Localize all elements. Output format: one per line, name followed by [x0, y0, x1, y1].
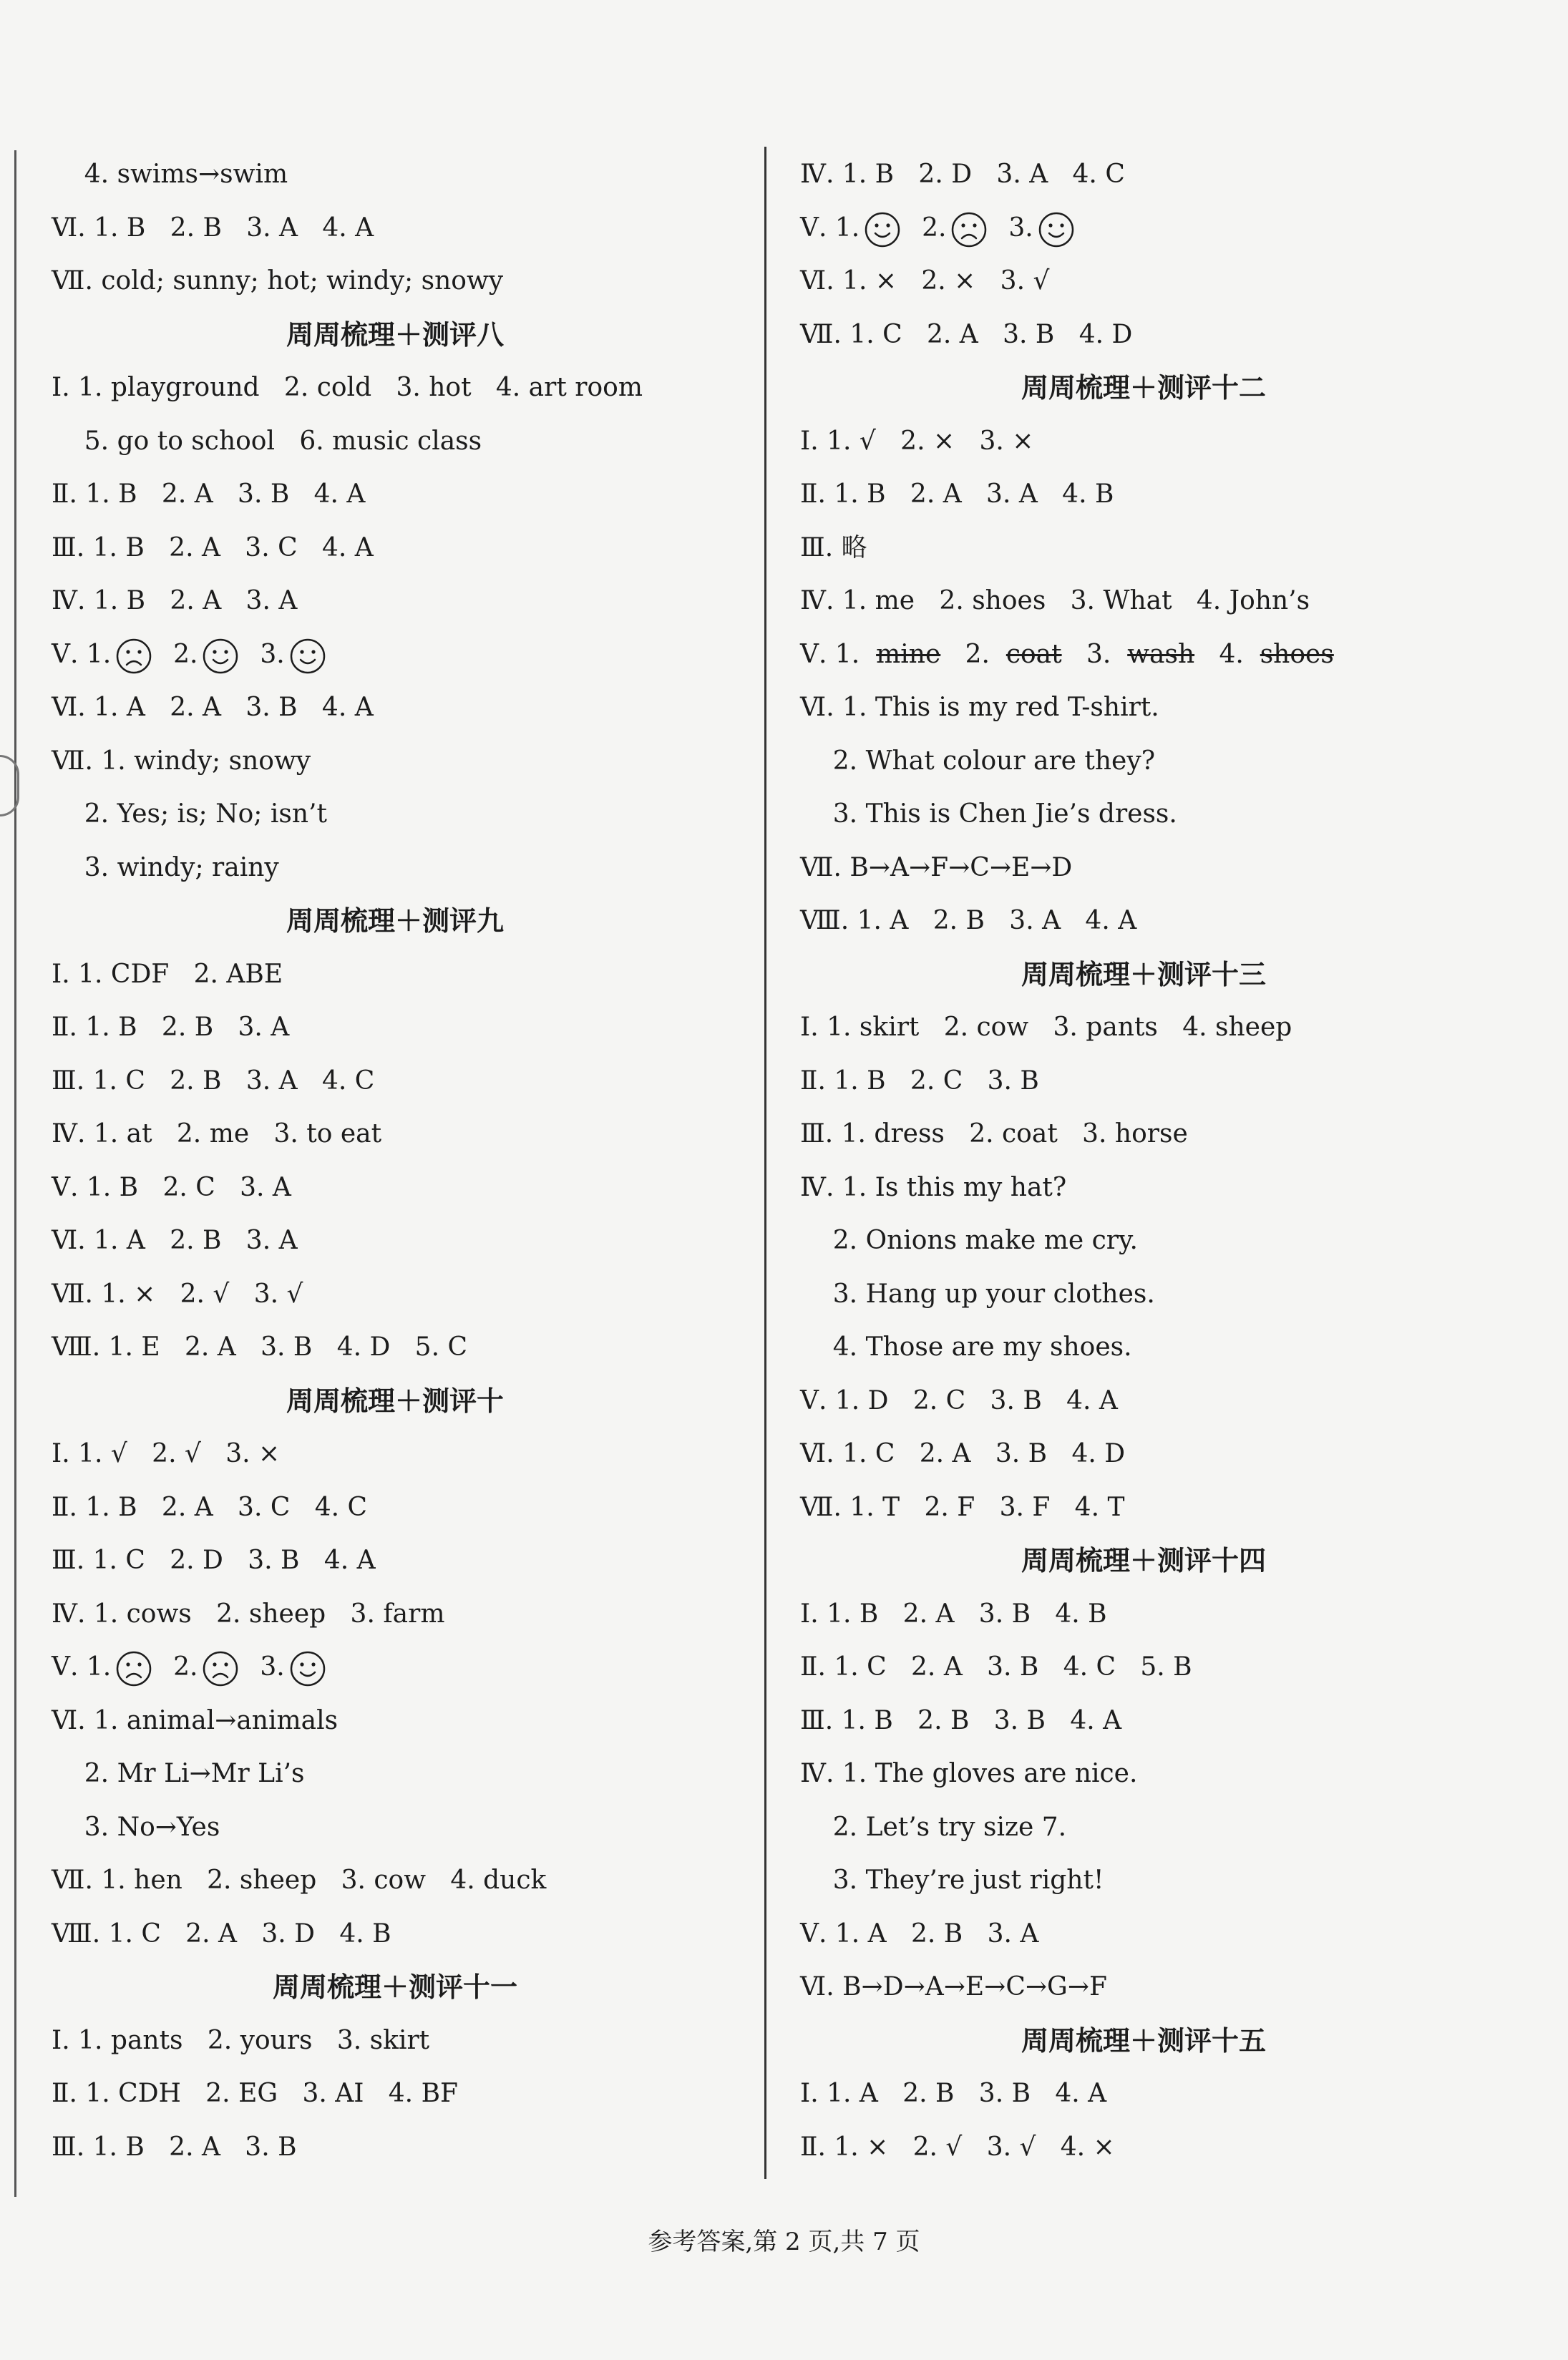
sad-face-icon: [115, 1650, 152, 1687]
answer-line: Ⅲ. 1. B 2. A 3. C 4. A: [52, 532, 374, 562]
section-heading: 周周梳理＋测评九: [286, 905, 504, 937]
answer-line: Ⅶ. 1. × 2. √ 3. √: [52, 1279, 303, 1309]
answer-line: 3. Hang up your clothes.: [800, 1279, 1155, 1309]
answer-line-faces: [52, 632, 739, 686]
section-heading: 周周梳理＋测评十三: [1021, 958, 1266, 990]
answer-line: 2. Onions make me cry.: [800, 1226, 1138, 1255]
answer-line: Ⅵ. 1. × 2. × 3. √: [800, 266, 1050, 296]
answer-line: Ⅶ. 1. C 2. A 3. B 4. D: [800, 319, 1133, 349]
section-heading: 周周梳理＋测评十一: [272, 1971, 517, 2003]
section-heading: 周周梳理＋测评八: [286, 318, 504, 351]
answer-line: Ⅵ. B→D→A→E→C→G→F: [800, 1972, 1107, 2001]
answer-line: Ⅳ. 1. Is this my hat?: [800, 1172, 1067, 1202]
answer-line: 2. Yes; is; No; isn’t: [52, 799, 327, 829]
answer-line: 4. swims→swim: [52, 160, 288, 189]
answer-number: 3.: [260, 1652, 285, 1682]
section-heading: 周周梳理＋测评十四: [1021, 1545, 1266, 1576]
answer-line: Ⅰ. 1. A 2. B 3. B 4. A: [800, 2079, 1107, 2108]
answer-line: Ⅶ. cold; sunny; hot; windy; snowy: [52, 266, 504, 296]
answer-line: 5. go to school 6. music class: [52, 426, 482, 456]
answer-line: Ⅶ. B→A→F→C→E→D: [800, 852, 1073, 882]
sad-face-icon: [950, 211, 988, 248]
answer-line: 3. They’re just right!: [800, 1866, 1104, 1895]
struck-word: wash: [1127, 639, 1195, 669]
left-answer-column: [52, 152, 739, 2178]
answer-line: Ⅵ. 1. A 2. B 3. A: [52, 1226, 298, 1255]
answer-line: Ⅱ. 1. B 2. A 3. C 4. C: [52, 1492, 368, 1522]
answer-line: Ⅲ. 1. B 2. A 3. B: [52, 2132, 297, 2162]
answer-line: Ⅴ. 1. D 2. C 3. B 4. A: [800, 1385, 1118, 1415]
answer-line: Ⅰ. 1. B 2. A 3. B 4. B: [800, 1599, 1107, 1629]
answer-line: Ⅷ. 1. E 2. A 3. B 4. D 5. C: [52, 1332, 468, 1362]
struck-word: coat: [1005, 639, 1062, 669]
answer-line: Ⅳ. 1. at 2. me 3. to eat: [52, 1119, 382, 1149]
answer-label: Ⅴ. 1.: [52, 639, 112, 669]
answer-line: Ⅷ. 1. A 2. B 3. A 4. A: [800, 906, 1137, 935]
answer-line: Ⅱ. 1. B 2. A 3. B 4. A: [52, 479, 366, 509]
answer-line: Ⅶ. 1. T 2. F 3. F 4. T: [800, 1492, 1125, 1522]
answer-line: Ⅵ. 1. This is my red T-shirt.: [800, 693, 1159, 722]
answer-number: 2.: [173, 1652, 198, 1682]
answer-line: Ⅰ. 1. skirt 2. cow 3. pants 4. sheep: [800, 1013, 1292, 1042]
answer-line: Ⅱ. 1. CDH 2. EG 3. AI 4. BF: [52, 2079, 459, 2108]
answer-number: 3.: [260, 639, 285, 669]
smile-face-icon: [864, 211, 901, 248]
answer-line: Ⅶ. 1. windy; snowy: [52, 746, 311, 776]
answer-line: Ⅱ. 1. B 2. B 3. A: [52, 1013, 290, 1042]
answer-line: 3. windy; rainy: [52, 852, 279, 882]
smile-face-icon: [202, 638, 239, 675]
answer-line: Ⅲ. 1. C 2. D 3. B 4. A: [52, 1546, 376, 1575]
answer-line: Ⅵ. 1. B 2. B 3. A 4. A: [52, 213, 374, 243]
answer-line: Ⅵ. 1. A 2. A 3. B 4. A: [52, 693, 374, 722]
answer-line: Ⅶ. 1. hen 2. sheep 3. cow 4. duck: [52, 1866, 547, 1895]
answer-line: Ⅲ. 1. dress 2. coat 3. horse: [800, 1119, 1188, 1149]
answer-line: Ⅰ. 1. √ 2. √ 3. ×: [52, 1439, 281, 1468]
answer-line: Ⅲ. 1. C 2. B 3. A 4. C: [52, 1066, 375, 1096]
section-heading: 周周梳理＋测评十: [286, 1385, 504, 1417]
answer-number: 3.: [1008, 213, 1033, 243]
answer-line: 3. This is Chen Jie’s dress.: [800, 799, 1177, 829]
section-heading: 周周梳理＋测评十二: [1021, 372, 1266, 404]
answer-line: Ⅳ. 1. cows 2. sheep 3. farm: [52, 1599, 445, 1629]
answer-line: Ⅰ. 1. CDF 2. ABE: [52, 959, 283, 989]
answer-number: 2.: [965, 639, 1006, 669]
answer-line: Ⅲ. 略: [800, 532, 867, 562]
struck-word: mine: [876, 639, 941, 669]
answer-number: 4.: [1219, 639, 1260, 669]
answer-line: Ⅱ. 1. × 2. √ 3. √ 4. ×: [800, 2132, 1115, 2162]
answer-line: Ⅱ. 1. C 2. A 3. B 4. C 5. B: [800, 1652, 1192, 1682]
page-footer: 参考答案,第 2 页,共 7 页: [648, 2228, 920, 2256]
column-divider: [764, 147, 766, 2179]
answer-line: Ⅱ. 1. B 2. C 3. B: [800, 1066, 1039, 1096]
answer-line: Ⅳ. 1. The gloves are nice.: [800, 1759, 1138, 1788]
answer-label: Ⅴ. 1.: [800, 639, 877, 669]
answer-line: 2. Let’s try size 7.: [800, 1812, 1067, 1842]
answer-line-faces: [800, 205, 1487, 259]
sad-face-icon: [202, 1650, 239, 1687]
answer-number: 2.: [922, 213, 947, 243]
right-answer-column: [800, 152, 1487, 2178]
section-heading: 周周梳理＋测评十五: [1021, 2024, 1266, 2057]
answer-line: Ⅱ. 1. B 2. A 3. A 4. B: [800, 479, 1114, 509]
answer-line: Ⅴ. 1. A 2. B 3. A: [800, 1918, 1039, 1949]
answer-line: 4. Those are my shoes.: [800, 1332, 1132, 1362]
answer-line: 3. No→Yes: [52, 1812, 220, 1842]
answer-label: Ⅴ. 1.: [800, 213, 860, 243]
binding-hole-mark: [0, 755, 19, 816]
answer-line: Ⅲ. 1. B 2. B 3. B 4. A: [800, 1705, 1122, 1735]
answer-line: Ⅴ. 1. B 2. C 3. A: [52, 1172, 291, 1202]
answer-line-faces: [52, 1644, 739, 1698]
answer-line-strikethrough: [800, 632, 1487, 686]
smile-face-icon: [1038, 211, 1075, 248]
answer-number: 3.: [1086, 639, 1128, 669]
answer-line: Ⅰ. 1. √ 2. × 3. ×: [800, 426, 1034, 456]
answer-line: Ⅳ. 1. B 2. D 3. A 4. C: [800, 160, 1125, 189]
smile-face-icon: [289, 1650, 326, 1687]
answer-line: Ⅵ. 1. animal→animals: [52, 1705, 339, 1735]
binding-line: [14, 150, 16, 2197]
answer-line: 2. What colour are they?: [800, 746, 1156, 776]
answer-line: Ⅰ. 1. pants 2. yours 3. skirt: [52, 2025, 430, 2055]
answer-line: Ⅵ. 1. C 2. A 3. B 4. D: [800, 1439, 1126, 1468]
answer-label: Ⅴ. 1.: [52, 1652, 112, 1682]
sad-face-icon: [115, 638, 152, 675]
struck-word: shoes: [1260, 639, 1334, 669]
answer-line: Ⅳ. 1. me 2. shoes 3. What 4. John’s: [800, 586, 1310, 615]
answer-number: 2.: [173, 639, 198, 669]
answer-line: 2. Mr Li→Mr Li’s: [52, 1759, 305, 1788]
smile-face-icon: [289, 638, 326, 675]
answer-line: Ⅷ. 1. C 2. A 3. D 4. B: [52, 1918, 391, 1949]
answer-line: Ⅳ. 1. B 2. A 3. A: [52, 586, 298, 615]
answer-line: Ⅰ. 1. playground 2. cold 3. hot 4. art room: [52, 373, 643, 402]
